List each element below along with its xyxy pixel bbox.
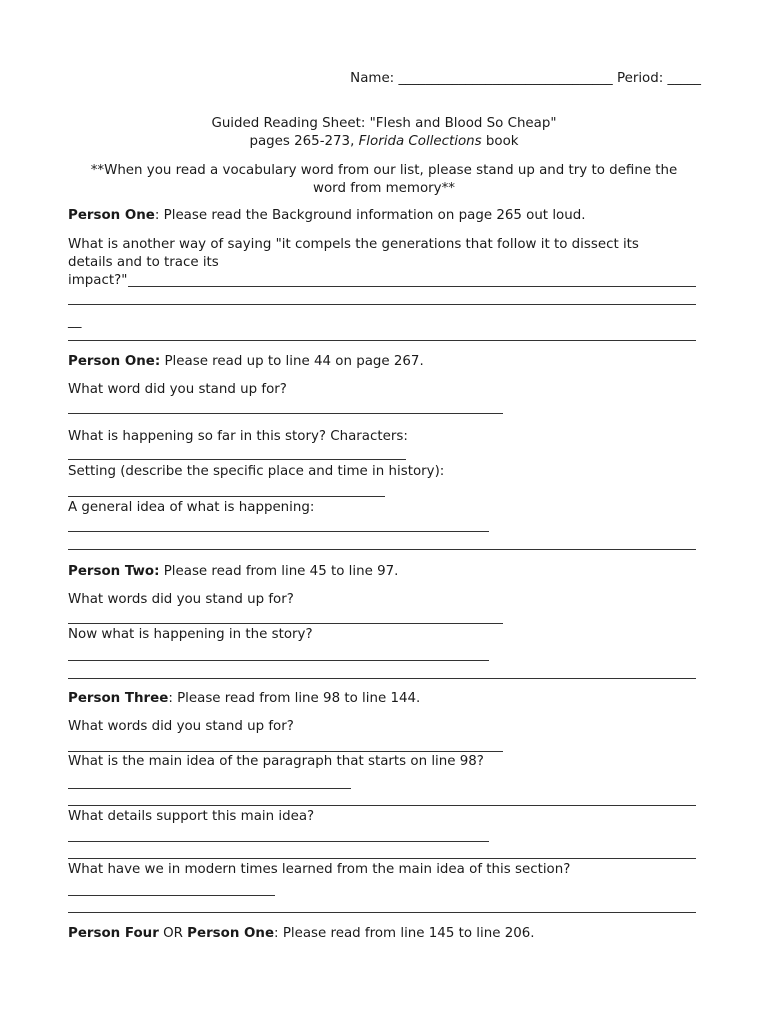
person-label: Person Three [68,691,169,706]
answer-line[interactable] [128,286,696,287]
vocab-instruction-line2: word from memory** [313,181,455,196]
answer-line[interactable] [68,805,696,806]
question-main-idea: What is the main idea of the paragraph that starts on line 98? [68,754,484,769]
book-title: Florida Collections [358,134,482,149]
name-period-header [350,70,701,87]
worksheet-subtitle [0,133,768,150]
answer-line[interactable] [68,660,489,661]
question-vocab-word: What word did you stand up for? [68,382,287,397]
section-5-heading [68,925,535,942]
name-label: Name: [350,71,395,86]
question-setting: Setting (describe the specific place and time in history): [68,464,445,479]
question-modern-lessons: What have we in modern times learned from the main idea of this section? [68,862,571,877]
worksheet-title: Guided Reading Sheet: "Flesh and Blood So Cheap" [211,116,557,131]
answer-line[interactable] [68,623,503,624]
answer-line[interactable] [68,751,503,752]
answer-line[interactable] [68,304,696,305]
question-general-idea: A general idea of what is happening: [68,500,315,515]
answer-line[interactable] [68,788,351,789]
section-instruction: : Please read from line 98 to line 144. [168,691,421,706]
answer-line[interactable] [68,841,489,842]
answer-line[interactable] [68,912,696,913]
pages-text: pages 265-273, [249,134,355,149]
answer-line[interactable] [68,459,406,460]
person-label: Person Two: [68,564,160,579]
person-label: Person One [187,926,275,941]
question-vocab-words: What words did you stand up for? [68,719,294,734]
question-vocab-words: What words did you stand up for? [68,592,294,607]
section-2-heading [68,353,424,370]
question-characters: What is happening so far in this story? Characters: [68,429,408,444]
question-paraphrase-line2: details and to trace its [68,255,219,270]
section-instruction: : Please read the Background information on page 265 out loud. [154,208,586,223]
answer-line[interactable] [68,340,696,341]
section-instruction: : Please read from line 145 to line 206. [274,926,535,941]
answer-line[interactable] [68,895,275,896]
period-label: Period: [616,71,664,86]
answer-line[interactable] [68,413,503,414]
question-paraphrase-line3: impact?" [68,273,128,288]
answer-line[interactable] [68,496,385,497]
section-4-heading [68,690,420,707]
person-label: Person Four [68,926,159,941]
vocab-instruction-line1: **When you read a vocabulary word from our list, please stand up and try to define the [90,163,678,178]
book-suffix: book [485,134,519,149]
answer-line[interactable] [68,678,696,679]
answer-line-tail: __ [68,314,82,329]
section-1-heading [68,207,585,224]
section-instruction: Please read from line 45 to line 97. [159,564,399,579]
or-text: OR [158,926,188,941]
section-3-heading [68,563,398,580]
answer-line[interactable] [68,858,696,859]
section-instruction: Please read up to line 44 on page 267. [160,354,424,369]
answer-line[interactable] [68,531,489,532]
question-story-progress: Now what is happening in the story? [68,627,313,642]
answer-line[interactable] [68,549,696,550]
person-label: Person One [68,208,155,223]
name-blank: ________________________________ [398,71,613,86]
question-paraphrase-line1: What is another way of saying "it compels the generations that follow it to dissect its [68,237,639,252]
person-label: Person One: [68,354,161,369]
period-blank: _____ [667,71,701,86]
question-supporting-details: What details support this main idea? [68,809,315,824]
